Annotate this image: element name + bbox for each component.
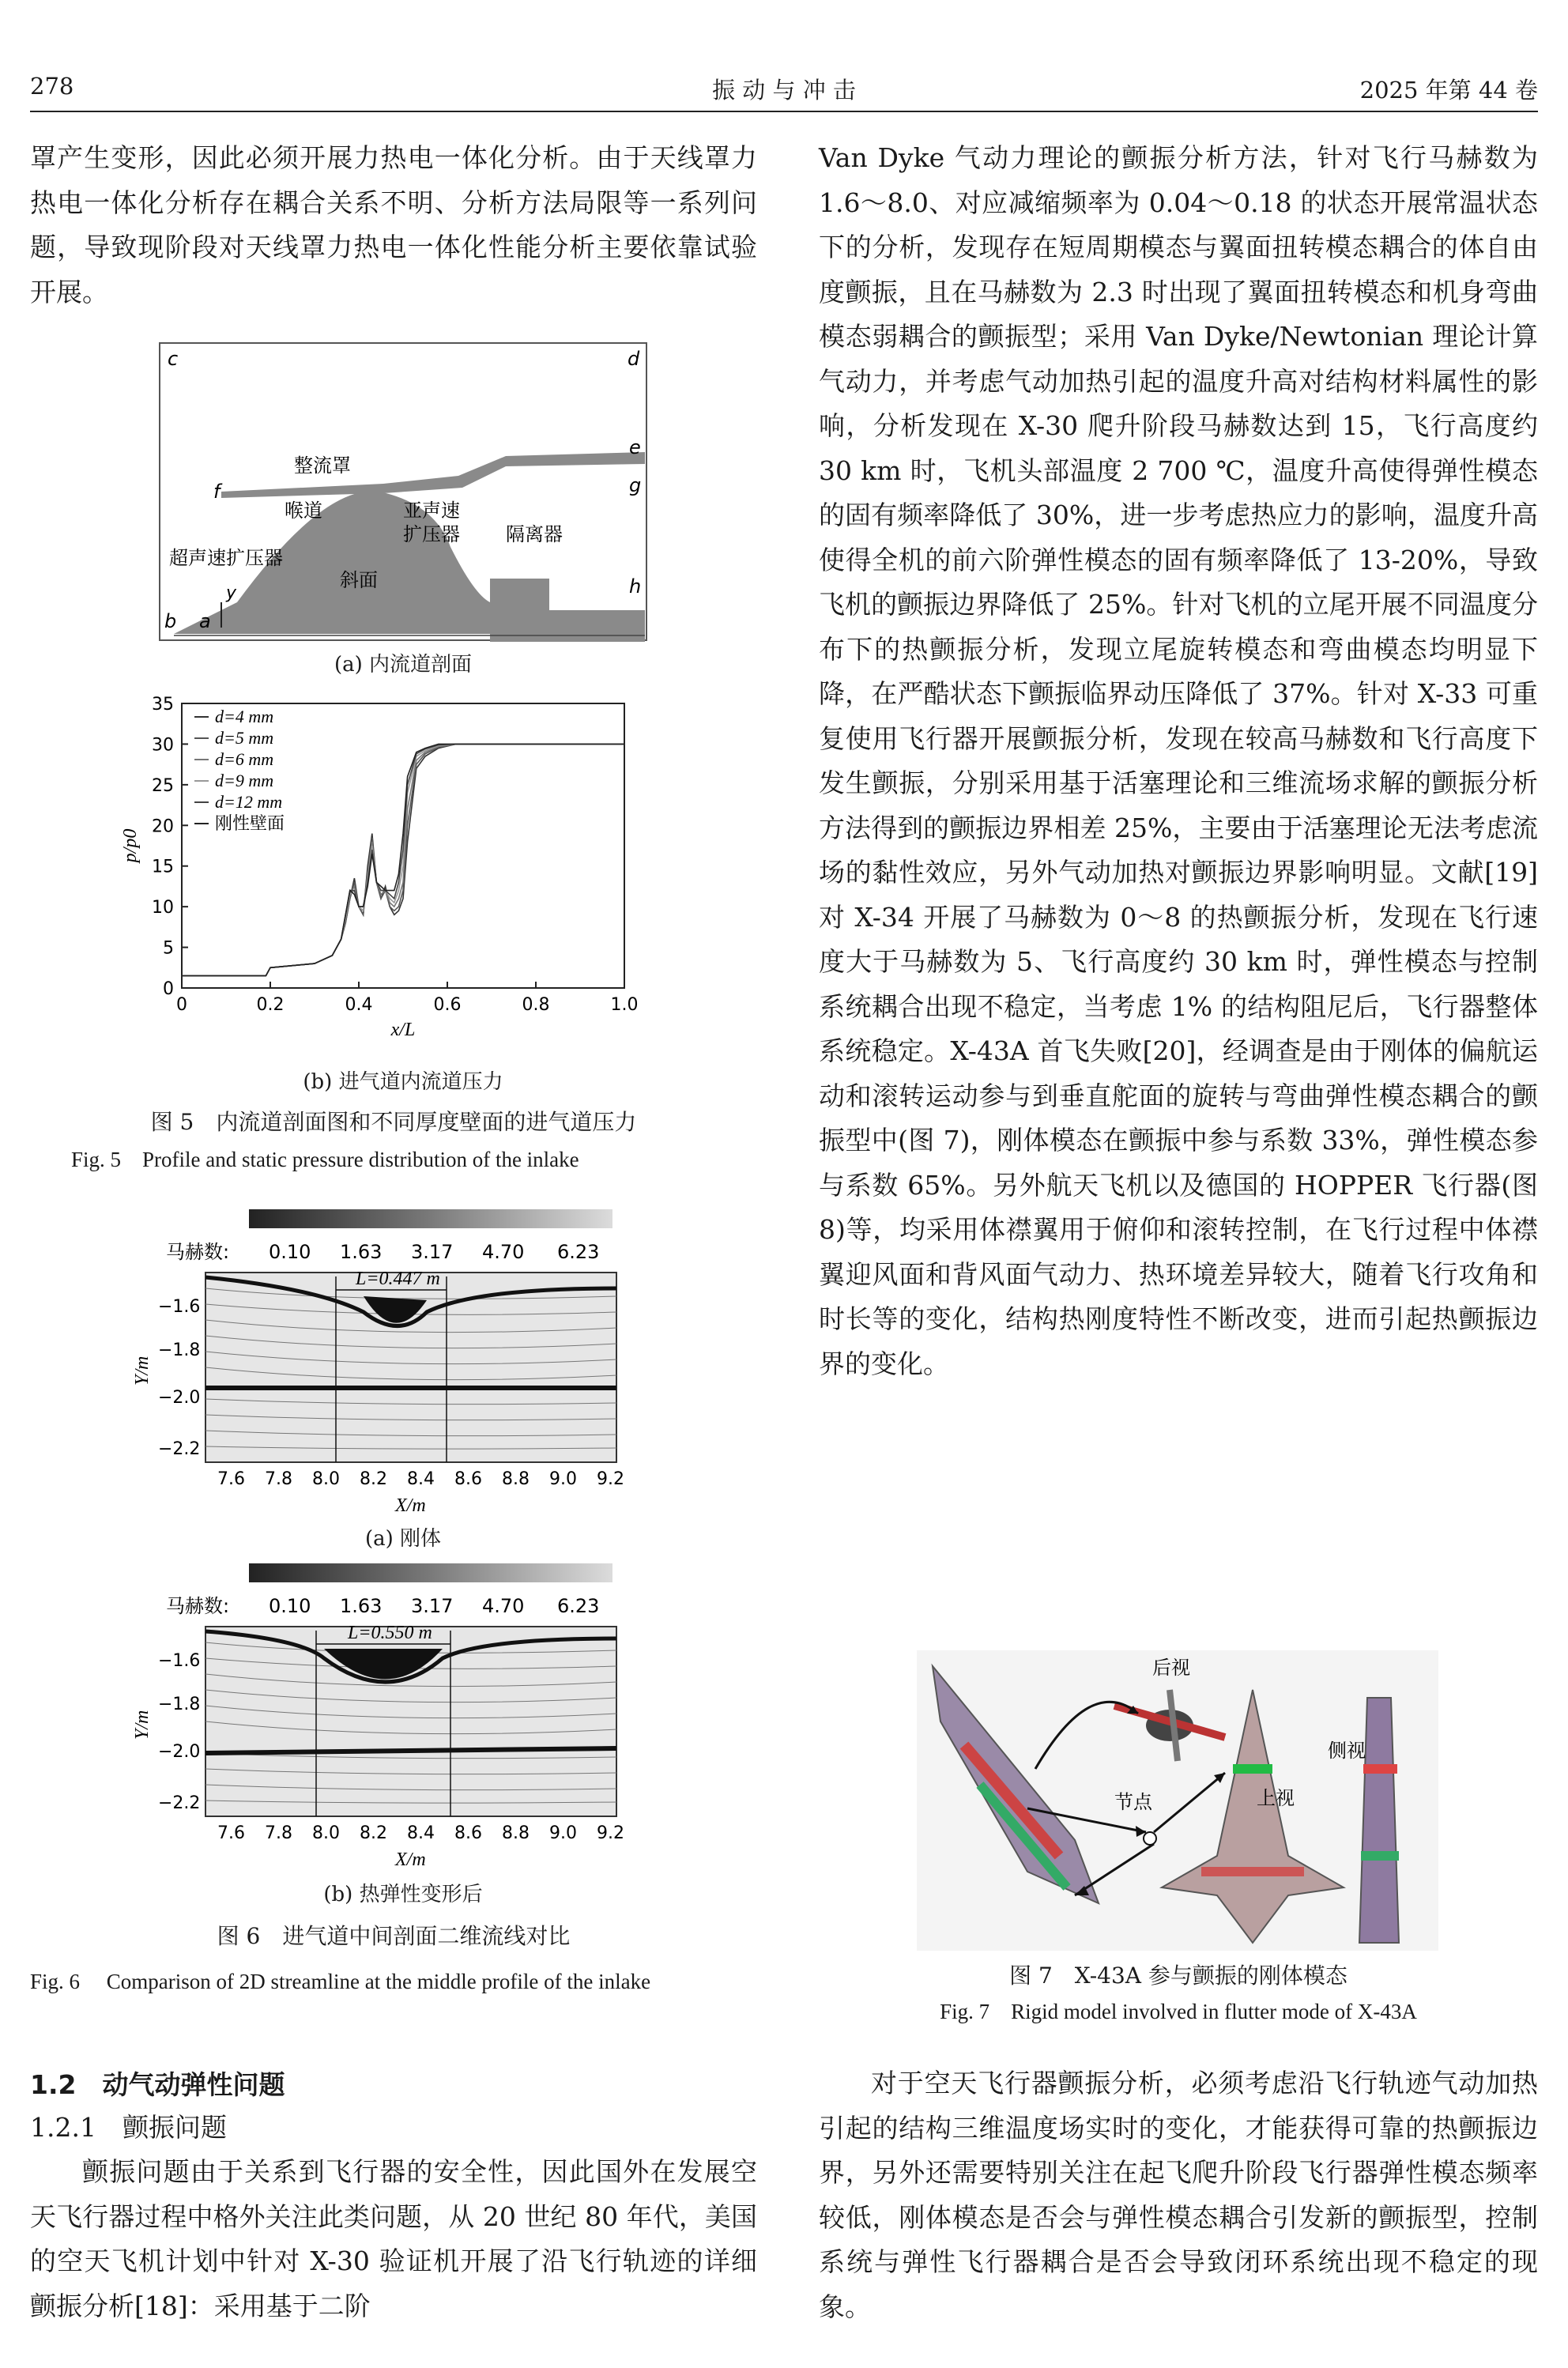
y-tick: −1.8 — [158, 1340, 201, 1360]
x-ticks — [217, 1823, 624, 1843]
figure-7 — [917, 1650, 1438, 1951]
label-b: b — [164, 610, 177, 632]
y-tick: −1.6 — [158, 1651, 201, 1671]
section-1-2-1-heading: 1.2.1 颤振问题 — [30, 2112, 227, 2143]
svg-text:8.6: 8.6 — [454, 1469, 482, 1489]
mach-tick: 3.17 — [411, 1595, 454, 1617]
right-main-paragraph: Van Dyke 气动力理论的颤振分析方法，针对飞行马赫数为 1.6～8.0、对应减缩频率为 0.04～0.18 的状态开展常温状态下的分析，发现存在短周期模态与翼面扭转模态耦合的体自由度颤振，且在马赫数为 2.3 时出现了翼面扭转模态和机身弯曲模态弱耦合的颤振型；采用 Van Dyke/Newtonian 理论计算气动力，并考虑气动加热引起的温度升高对结构材料属性的影响，分析发现在 X-30 爬升阶段马赫数达到 15，飞行高度约 30 km 时，飞机头部温度 2 700 ℃，温度升高使得弹性模态的固有频率降低了 30%，进一步考虑热应力的影响，温度升高使得全机的前六阶弹性模态的固有频率降低了 13-20%，导致飞机的颤振边界降低了 25%。针对飞机的立尾开展不同温度分布下的热颤振分析，发现立尾旋转模态和弯曲模态均明显下降，在严酷状态下颤振临界动压降低了 37%。针对 X-33 可重复使用飞行器开展颤振分析，发现在较高马赫数和飞行高度下发生颤振，分别采用基于活塞理论和三维流场求解的颤振分析方法得到的颤振边界相差 25%，主要由于活塞理论无法考虑流场的黏性效应，另外气动加热对颤振边界影响明显。文献[19]对 X-34 开展了马赫数为 0～8 的热颤振分析，发现在飞行速度大于马赫数为 5、飞行高度约 30 km 时，弹性模态与控制系统耦合出现不稳定，当考虑 1% 的结构阻尼后，飞行器整体系统稳定。X-43A 首飞失败[20]，经调查是由于刚体的偏航运动和滚转运动参与到垂直舵面的旋转与弯曲弹性模态耦合的颤振型中(图 7)，刚体模态在颤振中参与系数 33%，弹性模态参与系数 65%。另外航天飞机以及德国的 HOPPER 飞行器(图 8)等，均采用体襟翼用于俯仰和滚转控制，在飞行过程中体襟翼迎风面和背风面气动力、热环境差异较大，随着飞行攻角和时长等的变化，结构热刚度特性不断改变，进而引起热颤振边界的变化。 — [819, 142, 1538, 1379]
svg-text:8.4: 8.4 — [407, 1823, 435, 1843]
label-e: e — [629, 436, 641, 458]
label-subsonic-1: 亚声速 — [403, 500, 460, 522]
fig7-caption-cn: 图 7 X-43A 参与颤振的刚体模态 — [1009, 1963, 1348, 1989]
mach-colorbar — [249, 1563, 612, 1582]
intro-paragraph: 罩产生变形，因此必须开展力热电一体化分析。由于天线罩力热电一体化分析存在耦合关系不明、分析方法局限等一系列问题，导致现阶段对天线罩力热电一体化性能分析主要依靠试验开展。 — [30, 142, 757, 307]
fig7-caption-en — [819, 2000, 1538, 2024]
label-node: 节点 — [1114, 1791, 1152, 1813]
mach-tick: 1.63 — [340, 1241, 383, 1263]
label-y: y — [226, 583, 237, 603]
svg-text:9.2: 9.2 — [597, 1469, 624, 1489]
legend-label: d=6 mm — [215, 749, 274, 769]
mach-tick: 4.70 — [482, 1595, 525, 1617]
node-marker — [1144, 1832, 1156, 1845]
x-ticks — [217, 1469, 624, 1489]
mach-tick: 1.63 — [340, 1595, 383, 1617]
label-g: g — [629, 474, 642, 496]
x-axis-label: X/m — [395, 1850, 426, 1870]
mach-label: 马赫数: — [166, 1595, 230, 1617]
label-c: c — [168, 348, 179, 370]
label-a: a — [199, 610, 211, 632]
fig6-caption-cn: 图 6 进气道中间剖面二维流线对比 — [217, 1923, 571, 1949]
x-axis-label: X/m — [395, 1495, 426, 1516]
x-tick-label: 1.0 — [610, 995, 639, 1015]
fig7-text-en: Rigid model involved in flutter mode of X-43A — [1011, 2000, 1417, 2023]
legend-label: d=9 mm — [215, 771, 274, 790]
label-throat: 喉道 — [285, 500, 322, 522]
fig5-label-en: Fig. 5 — [71, 1148, 122, 1171]
label-ramp: 斜面 — [340, 569, 378, 591]
y-tick-label: 20 — [152, 816, 174, 837]
label-side-view: 侧视 — [1328, 1740, 1366, 1762]
y-axis-label: Y/m — [132, 1710, 153, 1740]
svg-text:9.0: 9.0 — [549, 1469, 577, 1489]
y-tick-label: 0 — [163, 979, 174, 999]
fig5-caption-cn: 图 5 内流道剖面图和不同厚度壁面的进气道压力 — [150, 1109, 637, 1135]
fig5-caption-en — [71, 1148, 751, 1172]
section-1-2-heading: 1.2 动气动弹性问题 — [30, 2069, 285, 2100]
label-supersonic: 超声速扩压器 — [169, 547, 283, 569]
y-tick: −1.6 — [158, 1297, 201, 1317]
y-tick-label: 5 — [163, 938, 174, 959]
y-axis-label: p/p0 — [120, 828, 141, 863]
x-tick-label: 0.8 — [522, 995, 550, 1015]
label-rear-view: 后视 — [1152, 1657, 1190, 1679]
pressure-chart — [119, 688, 656, 1059]
fig5a-caption: (a) 内流道剖面 — [334, 653, 473, 677]
y-tick: −1.8 — [158, 1695, 201, 1714]
svg-text:7.8: 7.8 — [265, 1823, 292, 1843]
figure-6b — [126, 1555, 648, 1872]
x-axis-label: x/L — [390, 1020, 416, 1040]
page-number: 278 — [30, 73, 74, 100]
y-tick: −2.0 — [158, 1742, 201, 1762]
legend-label: d=4 mm — [215, 707, 274, 726]
y-tick: −2.2 — [158, 1439, 201, 1459]
figure-6a — [126, 1201, 648, 1518]
mach-tick: 0.10 — [269, 1241, 311, 1263]
x-tick-label: 0.6 — [433, 995, 462, 1015]
fig6-text-en: Comparison of 2D streamline at the middle profile of the inlake — [106, 1970, 651, 1993]
svg-text:8.6: 8.6 — [454, 1823, 482, 1843]
streamline-thermoelastic — [126, 1555, 648, 1872]
label-f: f — [213, 481, 220, 503]
figure-5a — [158, 341, 648, 642]
right-last-paragraph: 对于空天飞行器颤振分析，必须考虑沿飞行轨迹气动加热引起的结构三维温度场实时的变化，才能获得可靠的热颤振边界，另外还需要特别关注在起飞爬升阶段飞行器弹性模态频率较低，刚体模态是否会与弹性模态耦合引发新的颤振型，控制系统与弹性飞行器耦合是否会导致闭环系统出现不稳定的现象。 — [819, 2068, 1538, 2322]
x43a-mode-diagram — [917, 1650, 1438, 1951]
y-tick: −2.0 — [158, 1388, 201, 1408]
legend-label: d=5 mm — [215, 728, 274, 748]
fig6-label-en: Fig. 6 — [30, 1970, 81, 1993]
journal-name: 振 动 与 冲 击 — [712, 77, 856, 104]
length-label: L=0.550 m — [348, 1623, 432, 1643]
fig6a-caption: (a) 刚体 — [364, 1527, 442, 1551]
svg-text:8.2: 8.2 — [360, 1823, 387, 1843]
fig6-caption-en — [30, 1962, 757, 2001]
svg-text:7.8: 7.8 — [265, 1469, 292, 1489]
x-tick-label: 0 — [176, 995, 187, 1015]
mach-tick: 6.23 — [557, 1241, 600, 1263]
mach-label: 马赫数: — [166, 1241, 230, 1263]
aircraft-side-profile — [1359, 1698, 1399, 1943]
flutter-paragraph: 颤振问题由于关系到飞行器的安全性，因此国外在发展空天飞行器过程中格外关注此类问题，从 20 世纪 80 年代，美国的空天飞机计划中针对 X-30 验证机开展了沿飞行轨迹的详细颤振分析[18]：采用基于二阶 — [30, 2156, 757, 2321]
mach-tick: 0.10 — [269, 1595, 311, 1617]
legend-label: 刚性壁面 — [215, 813, 285, 833]
fig5-text-en: Profile and static pressure distribution of the inlake — [142, 1148, 579, 1171]
streamline-rigid — [126, 1201, 648, 1518]
fig6b-caption: (b) 热弹性变形后 — [323, 1883, 483, 1906]
fig5b-caption: (b) 进气道内流道压力 — [303, 1070, 503, 1094]
svg-text:9.2: 9.2 — [597, 1823, 624, 1843]
fig7-label-en: Fig. 7 — [940, 2000, 990, 2023]
svg-text:8.0: 8.0 — [312, 1469, 340, 1489]
y-tick: −2.2 — [158, 1793, 201, 1813]
svg-text:7.6: 7.6 — [217, 1469, 245, 1489]
y-tick-label: 10 — [152, 898, 174, 918]
legend-label: d=12 mm — [215, 792, 283, 812]
svg-text:8.8: 8.8 — [502, 1469, 530, 1489]
svg-text:8.2: 8.2 — [360, 1469, 387, 1489]
mach-tick: 4.70 — [482, 1241, 525, 1263]
y-tick-label: 30 — [152, 735, 174, 756]
figure-5b — [119, 688, 656, 1059]
mach-colorbar — [249, 1209, 612, 1228]
mach-tick: 6.23 — [557, 1595, 600, 1617]
x-tick-label: 0.4 — [345, 995, 373, 1015]
y-tick-label: 25 — [152, 775, 174, 796]
length-label: L=0.447 m — [356, 1269, 440, 1289]
y-tick-label: 15 — [152, 857, 174, 877]
x-tick-label: 0.2 — [256, 995, 285, 1015]
svg-text:8.0: 8.0 — [312, 1823, 340, 1843]
svg-text:9.0: 9.0 — [549, 1823, 577, 1843]
label-isolator: 隔离器 — [506, 523, 563, 545]
label-d: d — [628, 348, 640, 370]
label-top-view: 上视 — [1257, 1787, 1295, 1809]
volume-info: 2025 年第 44 卷 — [1359, 77, 1538, 104]
header-rule — [30, 111, 1538, 112]
svg-text:7.6: 7.6 — [217, 1823, 245, 1843]
svg-text:8.8: 8.8 — [502, 1823, 530, 1843]
y-tick-label: 35 — [152, 695, 174, 715]
inlet-profile-diagram — [158, 341, 648, 642]
y-axis-label: Y/m — [132, 1356, 153, 1386]
label-fairing: 整流罩 — [294, 454, 351, 477]
svg-text:8.4: 8.4 — [407, 1469, 435, 1489]
ramp-ledge — [490, 610, 645, 642]
label-h: h — [629, 575, 642, 598]
label-subsonic-2: 扩压器 — [403, 523, 460, 545]
mach-tick: 3.17 — [411, 1241, 454, 1263]
